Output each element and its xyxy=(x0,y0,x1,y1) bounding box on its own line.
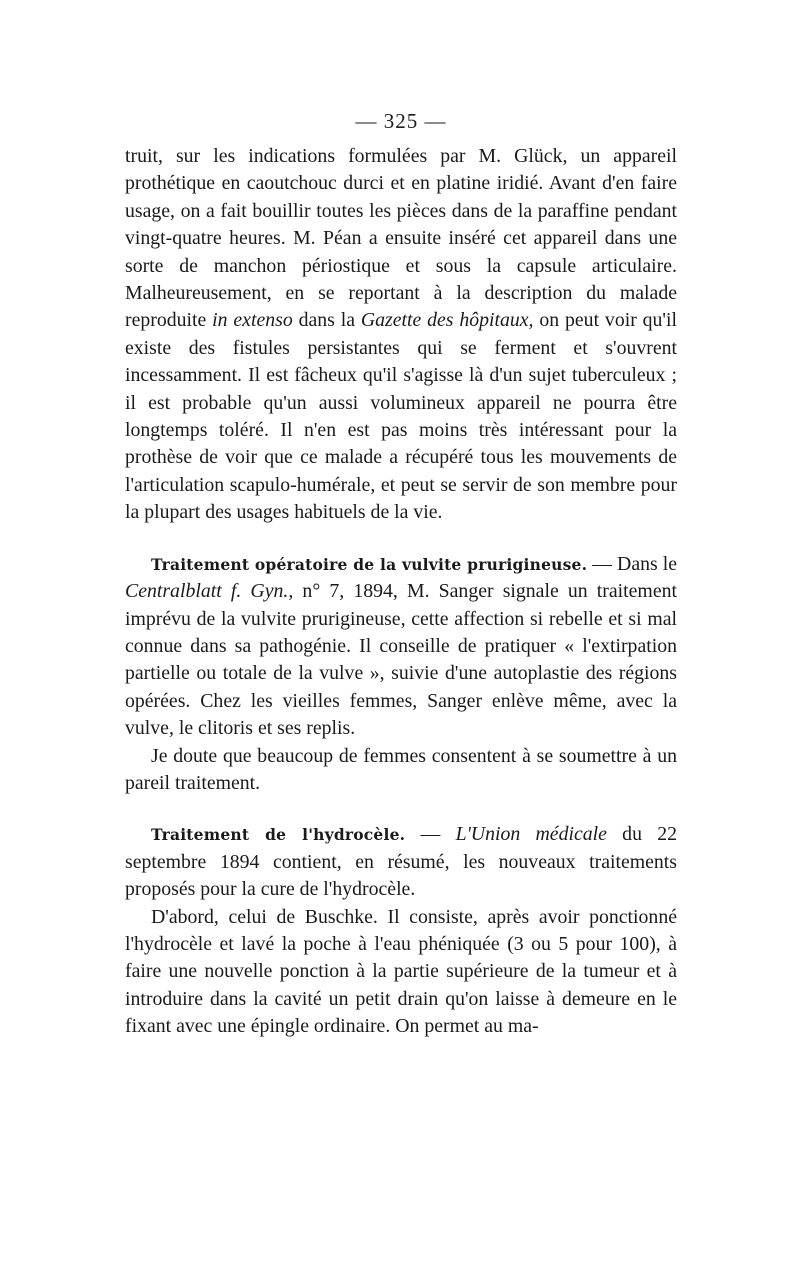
section-gap xyxy=(125,797,677,821)
paragraph-text: truit, sur les indications formulées par M. Glück, un appareil prothétique en caoutchouc durci et en platine iridié. Avant d'en faire usage, on a fait bouillir toutes les pièces dans de la paraffine pendant vingt-quatre heures. M. Péan a ensuite inséré cet appareil dans une sorte de manchon périostique et sous la capsule articulaire. Malheureusement, en se reportant à la description du malade reproduite xyxy=(125,145,677,332)
journal-title: Centralblatt f. Gyn., xyxy=(125,580,294,603)
section-heading-hydrocele: Traitement de l'hydrocèle. xyxy=(151,825,406,845)
paragraph-vulvite xyxy=(125,551,677,743)
paragraph-text: du 22 septembre 1894 contient, en résumé, les nouveaux traitements proposés pour la cure de l'hydrocèle. xyxy=(125,823,677,901)
page-number: — 325 — xyxy=(355,109,447,133)
section-gap xyxy=(125,527,677,551)
journal-title: L'Union médicale xyxy=(455,823,607,846)
paragraph-hydrocele xyxy=(125,821,677,903)
paragraph-comment: Je doute que beaucoup de femmes consentent à se soumettre à un pareil traitement. xyxy=(125,744,677,794)
paragraph-text: n° 7, 1894, M. Sanger signale un traitement imprévu de la vulvite prurigineuse, cette affection si rebelle et si mal connue dans sa pathogénie. Il conseille de pratiquer « l'extirpation partielle ou totale de la vulve », suivie d'une autoplastie des régions opérées. Chez les vieilles femmes, Sanger enlève même, avec la vulve, le clitoris et ses replis. xyxy=(125,580,677,740)
paragraph-text: dans la xyxy=(298,309,355,332)
section-heading-vulvite: Traitement opératoire de la vulvite prurigineuse. xyxy=(151,554,588,574)
paragraph-text: — Dans le xyxy=(592,552,677,575)
document-page xyxy=(125,108,677,1041)
paragraph-text: — xyxy=(420,823,441,846)
journal-title: Gazette des hôpitaux, xyxy=(360,309,534,332)
paragraph-buschke: D'abord, celui de Buschke. Il consiste, après avoir ponctionné l'hydrocèle et lavé la poche à l'eau phéniquée (3 ou 5 pour 100), à faire une nouvelle ponction à la partie supérieure de la tumeur et à introduire dans la cavité un petit drain qu'on laisse à demeure en le fixant avec une épingle ordinaire. On permet au ma- xyxy=(125,905,677,1038)
italic-phrase: in extenso xyxy=(212,309,293,332)
paragraph-prosthesis xyxy=(125,143,677,527)
paragraph-text: on peut voir qu'il existe des fistules persistantes qui se ferment et s'ouvrent incessamment. Il est fâcheux qu'il s'agisse là d'un sujet tuberculeux ; il est probable qu'un aussi volumineux appareil ne pourra être longtemps toléré. Il n'en est pas moins très intéressant pour la prothèse de voir que ce malade a récupéré tous les mouvements de l'articulation scapulo-humérale, et peut se servir de son membre pour la plupart des usages habituels de la vie. xyxy=(125,309,677,524)
